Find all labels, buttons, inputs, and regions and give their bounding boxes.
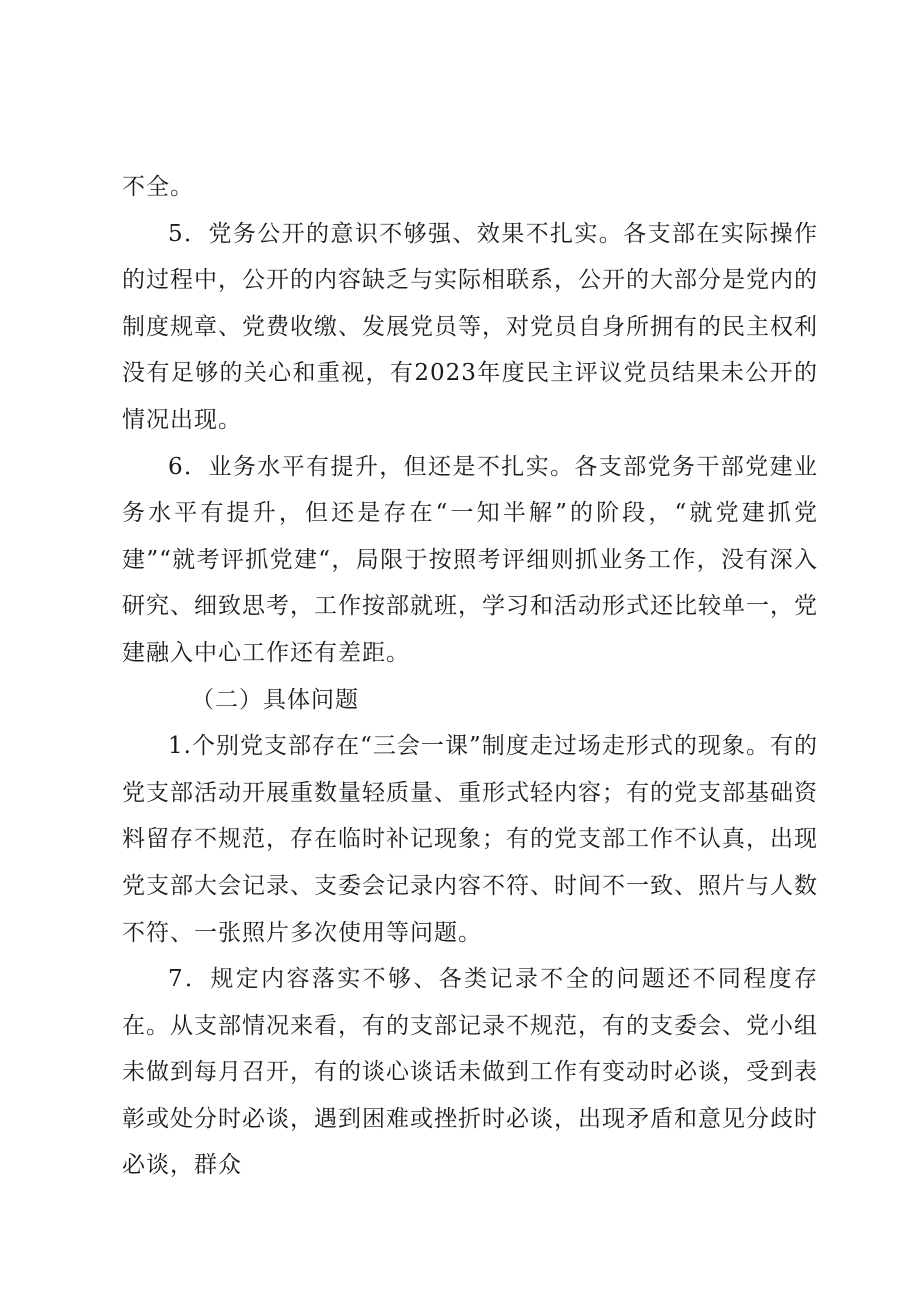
document-body [122,164,818,1189]
paragraph-issue-1: 1.个别党支部存在“三会一课”制度走过场走形式的现象。有的党支部活动开展重数量轻质量、重形式轻内容；有的党支部基础资料留存不规范，存在临时补记现象；有的党支部工作不认真，出现党支部大会记录、支委会记录内容不符、时间不一致、照片与人数不符、一张照片多次使用等问题。 [122,733,818,946]
section-heading-specific-issues: （二）具体问题 [191,686,359,713]
paragraph-item-6: 6．业务水平有提升，但还是不扎实。各支部党务干部党建业务水平有提升，但还是存在“一知半解”的阶段，“就党建抓党建”“就考评抓党建“，局限于按照考评细则抓业务工作，没有深入研究、细致思考，工作按部就班，学习和活动形式还比较单一，党建融入中心工作还有差距。 [122,453,818,666]
paragraph-continuation: 不全。 [122,174,194,200]
paragraph-item-7: 7．规定内容落实不够、各类记录不全的问题还不同程度存在。从支部情况来看，有的支部记录不规范，有的支委会、党小组未做到每月召开，有的谈心谈话未做到工作有变动时必谈，受到表彰或处分时必谈，遇到困难或挫折时必谈，出现矛盾和意见分歧时必谈，群众 [122,966,818,1179]
paragraph-item-5: 5．党务公开的意识不够强、效果不扎实。各支部在实际操作的过程中，公开的内容缺乏与实际相联系，公开的大部分是党内的制度规章、党费收缴、发展党员等，对党员自身所拥有的民主权利没有足够的关心和重视，有2023年度民主评议党员结果未公开的情况出现。 [122,220,818,433]
